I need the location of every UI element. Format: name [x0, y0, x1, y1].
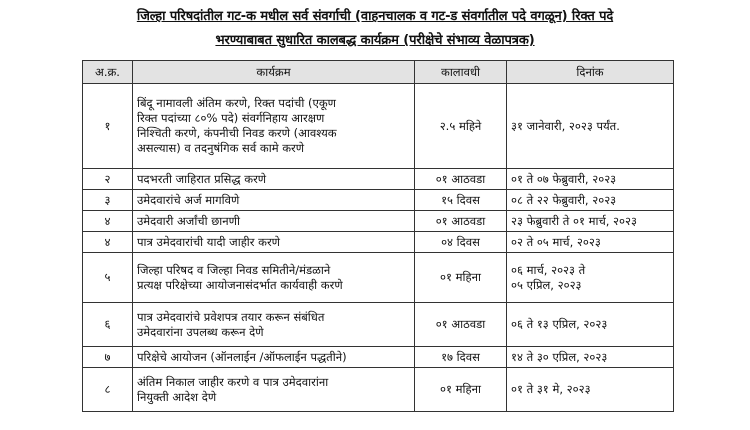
row-serial-no: ८: [83, 368, 133, 412]
program-line: अंतिम निकाल जाहीर करणे व पात्र उमेदवारांना: [137, 374, 329, 389]
row-program: [133, 84, 415, 169]
row-serial-no: २: [83, 169, 133, 190]
row-program: पात्र उमेदवारांची यादी जाहीर करणे: [133, 232, 415, 253]
program-line: प्रत्यक्ष परिक्षेच्या आयोजनासंदर्भात कार्यवाही करणे: [137, 277, 343, 292]
table-row: [83, 303, 674, 347]
row-duration: ०१ आठवडा: [415, 303, 507, 347]
row-duration: १७ दिवस: [415, 347, 507, 368]
row-program: उमेदवारी अर्जांची छानणी: [133, 211, 415, 232]
row-duration: ०१ आठवडा: [415, 211, 507, 232]
table-header-row: [83, 61, 674, 84]
row-program: [133, 303, 415, 347]
row-date: ३१ जानेवारी, २०२३ पर्यंत.: [507, 84, 674, 169]
table-row: [83, 232, 674, 253]
row-program: [133, 253, 415, 303]
row-date: ०६ ते १३ एप्रिल, २०२३: [507, 303, 674, 347]
program-line: नियुक्ती आदेश देणे: [137, 389, 217, 404]
row-serial-no: ७: [83, 347, 133, 368]
program-line: पात्र उमेदवारांचे प्रवेशपत्र तयार करून संबंधित: [137, 309, 325, 324]
table-row: [83, 368, 674, 412]
row-date: ०१ ते ३१ मे, २०२३: [507, 368, 674, 412]
row-serial-no: १: [83, 84, 133, 169]
row-serial-no: ५: [83, 253, 133, 303]
row-program: उमेदवारांचे अर्ज मागविणे: [133, 190, 415, 211]
row-program: पदभरती जाहिरात प्रसिद्ध करणे: [133, 169, 415, 190]
row-duration: १५ दिवस: [415, 190, 507, 211]
row-duration: २.५ महिने: [415, 84, 507, 169]
program-line: उमेदवारांना उपलब्ध करून देणे: [137, 324, 264, 339]
row-date: ०१ ते ०७ फेब्रुवारी, २०२३: [507, 169, 674, 190]
document-title-line-1: जिल्हा परिषदांतील गट-क मधील सर्व संवर्गाची (वाहनचालक व गट-ड संवर्गातील पदे वगळून) रिक्त पदे: [136, 9, 614, 24]
date-line: ०६ मार्च, २०२३ ते: [511, 262, 586, 277]
row-serial-no: ३: [83, 190, 133, 211]
table-row: [83, 347, 674, 368]
date-line: ०५ एप्रिल, २०२३: [511, 277, 582, 292]
program-line: बिंदू नामावली अंतिम करणे, रिक्त पदांची (एकूण: [137, 96, 336, 110]
table-row: [83, 190, 674, 211]
table-row: [83, 169, 674, 190]
program-line: रिक्त पदांच्या ८०% पदे) संवर्गनिहाय आरक्षण: [137, 111, 325, 125]
row-serial-no: ६: [83, 303, 133, 347]
program-line: निश्चिती करणे, कंपनीची निवड करणे (आवश्यक: [137, 126, 337, 140]
row-date: ०८ ते २२ फेब्रुवारी, २०२३: [507, 190, 674, 211]
row-date: २३ फेब्रुवारी ते ०१ मार्च, २०२३: [507, 211, 674, 232]
header-date: दिनांक: [507, 61, 674, 84]
header-duration: कालावधी: [415, 61, 507, 84]
row-date: [507, 253, 674, 303]
row-date: १४ ते ३० एप्रिल, २०२३: [507, 347, 674, 368]
document-title-line-2: भरण्याबाबत सुधारित कालबद्ध कार्यक्रम (परीक्षेचे संभाव्य वेळापत्रक): [215, 33, 535, 48]
program-line: असल्यास) व तदनुषंगिक सर्व कामे करणे: [137, 141, 305, 155]
program-line: जिल्हा परिषद व जिल्हा निवड समितीने/मंडळाने: [137, 262, 331, 277]
row-serial-no: ४: [83, 211, 133, 232]
row-program: परिक्षेचे आयोजन (ऑनलाईन /ऑफलाईन पद्धतीने): [133, 347, 415, 368]
header-program: कार्यक्रम: [133, 61, 415, 84]
table-row: [83, 211, 674, 232]
row-duration: ०१ आठवडा: [415, 169, 507, 190]
schedule-table: [82, 60, 674, 412]
row-program: [133, 368, 415, 412]
row-duration: ०१ महिना: [415, 253, 507, 303]
row-duration: ०४ दिवस: [415, 232, 507, 253]
row-duration: ०१ महिना: [415, 368, 507, 412]
row-serial-no: ४: [83, 232, 133, 253]
table-row: [83, 84, 674, 169]
header-serial-no: अ.क्र.: [83, 61, 133, 84]
row-date: ०२ ते ०५ मार्च, २०२३: [507, 232, 674, 253]
table-row: [83, 253, 674, 303]
